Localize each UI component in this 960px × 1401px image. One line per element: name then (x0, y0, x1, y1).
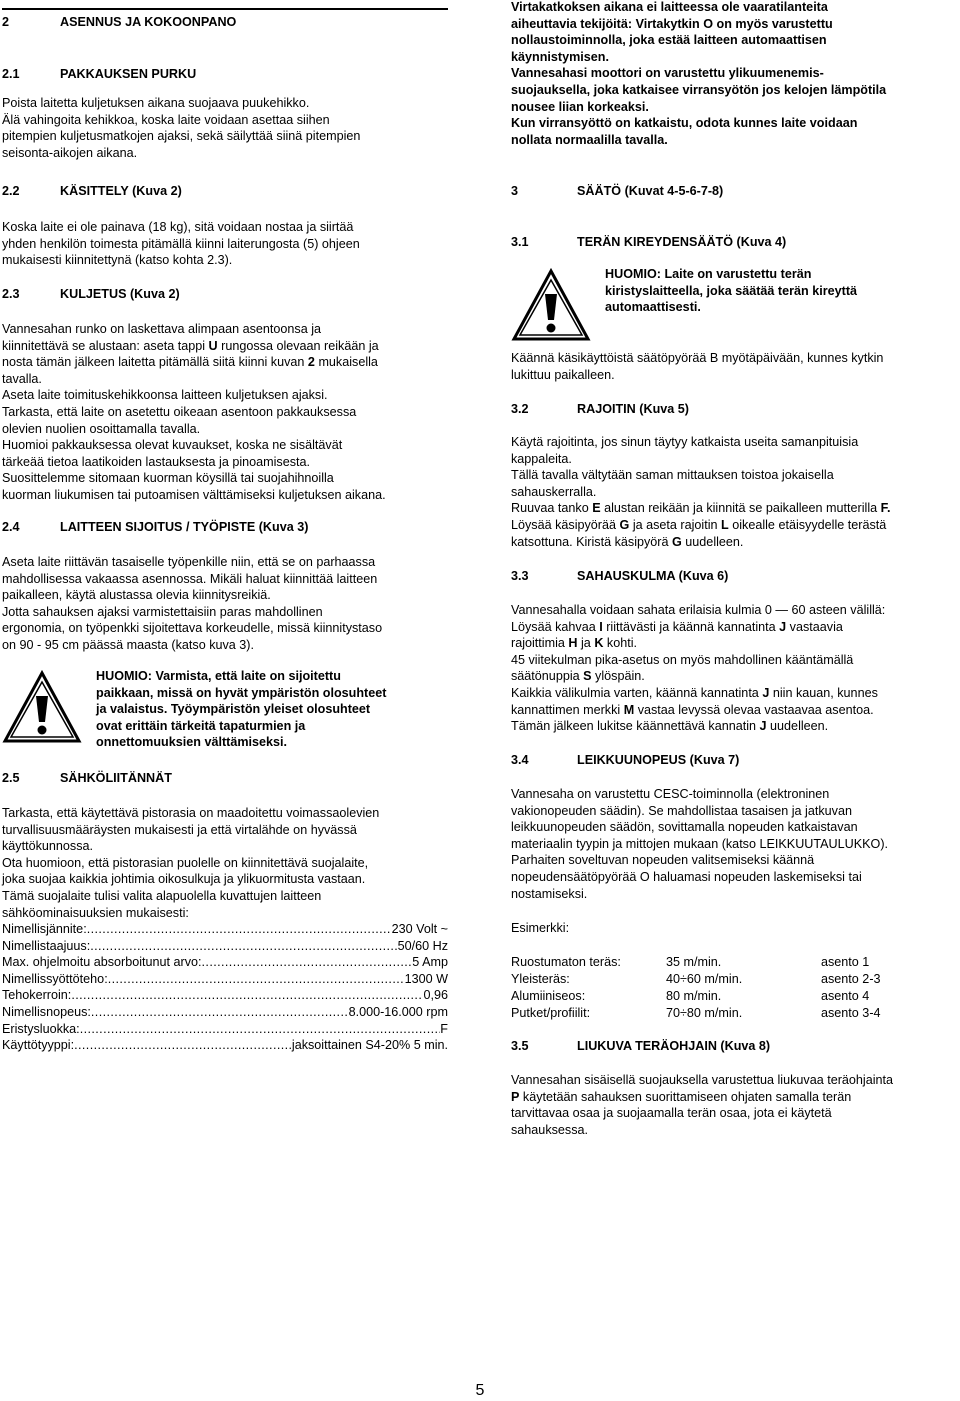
text-line: Tämä suojalaite tulisi valita alapuolella kuvattujen laitteen (2, 888, 322, 903)
heading-number: 3.3 (511, 569, 529, 583)
text-line: aiheuttavia tekijöitä: Virtakytkin O on myös varustettu (511, 16, 833, 31)
text-line: Ruuvaa tanko E alustan reikään ja kiinnitä se paikalleen mutterilla F. (511, 501, 891, 516)
table-cell: 35 m/min. (666, 955, 722, 969)
text-line: ergonomia, on työpenkki sijoitettava korkeudelle, missä kiinnitystaso (2, 621, 383, 636)
heading-3-1 (511, 234, 786, 251)
text-line: joka suojaa kaikkia johtimia oikosulkuja ja ylikuormitusta vastaan. (2, 872, 366, 887)
heading-title: ASENNUS JA KOKOONPANO (60, 15, 237, 29)
spec-value: 1300 W (404, 971, 448, 986)
heading-title: LAITTEEN SIJOITUS / TYÖPISTE (Kuva 3) (60, 520, 309, 534)
text-line: yhden henkilön toimesta pitämällä kiinni laiterungosta (5) ohjeen (2, 236, 360, 251)
section-2-4-text (2, 554, 452, 654)
warning-box-placement (2, 668, 452, 751)
table-row (511, 954, 881, 971)
heading-2-2 (2, 183, 182, 200)
text-line: Parhaiten soveltuvan nopeuden valitsemiseksi käännä (511, 853, 815, 868)
heading-title: SÄÄTÖ (Kuvat 4-5-6-7-8) (577, 184, 724, 198)
text-line: kuorman liukumisen tai putoamisen välttämiseksi kuljetuksen aikana. (2, 487, 386, 502)
text-line: Löysää kahvaa I riittävästi ja käännä kannatinta J vastaavia (511, 619, 843, 634)
spec-row (2, 1021, 448, 1038)
warning-box-blade-tension (511, 266, 959, 344)
text-line: Vannesahalla voidaan sahata erilaisia kulmia 0 — 60 asteen välillä: (511, 603, 886, 617)
table-cell: asento 1 (821, 955, 870, 969)
spec-label: Nimellisnopeus: (2, 1004, 91, 1019)
text-line: mahdollisessa vakaassa asennossa. Mikäli haluat kiinnittää laitteen (2, 571, 378, 586)
spec-row (2, 921, 448, 938)
heading-title: TERÄN KIREYDENSÄÄTÖ (Kuva 4) (577, 235, 787, 249)
text-line: mukaisesti kiinnitettynä (katso kohta 2.3). (2, 253, 233, 268)
text-line: Vannesahan runko on laskettava alimpaan asentoonsa ja (2, 322, 322, 336)
section-2-2-text (2, 219, 450, 269)
text-line: Tarkasta, että käytettävä pistorasia on maadoitettu voimassaolevien (2, 806, 380, 820)
section-2-5-text (2, 805, 452, 921)
text-line: Löysää käsipyörää G ja aseta rajoitin L oikealle etäisyydelle terästä (511, 517, 887, 532)
text-line: Vannesahasi moottori on varustettu ylikuumenemis- (511, 66, 824, 81)
text-line: onnettomuuksien välttämiseksi. (96, 735, 288, 750)
text-line: nostamiseksi. (511, 886, 588, 901)
text-line: 45 viitekulman pika-asetus on myös mahdollinen kääntämällä (511, 652, 854, 667)
spec-value: jaksoittainen S4-20% 5 min. (291, 1038, 448, 1053)
section-3-5-text (511, 1072, 959, 1138)
text-line: Tarkasta, että laite on asetettu oikeaan asentoon pakkauksessa (2, 404, 357, 419)
heading-number: 2.3 (2, 287, 20, 301)
heading-number: 2.1 (2, 67, 20, 81)
spec-label: Eristysluokka: (2, 1021, 80, 1036)
heading-number: 3.2 (511, 402, 529, 416)
text-line: tarvittavaa osaa ja suojaamalla terän osaa, jota ei käytetä (511, 1106, 832, 1121)
section-2-3-text (2, 321, 452, 504)
section-2-1-text (2, 95, 450, 161)
text-line: on 90 - 95 cm päässä maasta (katso kuva 3). (2, 637, 254, 652)
heading-number: 3.1 (511, 235, 529, 249)
heading-3-3 (511, 568, 728, 585)
text-line: Poista laitetta kuljetuksen aikana suojaava puukehikko. (2, 96, 310, 110)
heading-number: 3 (511, 184, 519, 198)
text-line: automaattisesti. (605, 300, 701, 315)
text-line: paikalleen, käytä alustassa olevia kiinnitysreikiä. (2, 588, 271, 603)
spec-row (2, 954, 448, 971)
text-line: Koska laite ei ole painava (18 kg), sitä voidaan nostaa ja siirtää (2, 220, 354, 234)
text-line: ja valaistus. Työympäristön yleiset olosuhteet (96, 702, 371, 717)
heading-number: 2 (2, 15, 10, 29)
text-line: Tällä tavalla vältytään saman mittauksen toistoa jokaisella (511, 468, 834, 483)
text-line: kannattimen merkki M vastaa levyssä olevaa vastaavaa asentoa. (511, 702, 874, 717)
spec-row (2, 1037, 448, 1054)
spec-label: Käyttötyyppi: (2, 1038, 75, 1053)
heading-3-4 (511, 752, 739, 769)
left-column (2, 0, 450, 1053)
text-line: HUOMIO: Laite on varustettu terän (605, 267, 812, 281)
text-line: Kaikkia välikulmia varten, käännä kannatinta J niin kauan, kunnes (511, 685, 878, 700)
text-line: leikkuunopeuden säädön, sovittamalla nopeuden katkaistavan (511, 820, 858, 835)
table-row (511, 971, 881, 988)
section-3-4-text (511, 786, 959, 902)
heading-title: RAJOITIN (Kuva 5) (577, 402, 689, 416)
text-line: lukittuu paikalleen. (511, 367, 615, 382)
text-line: Suosittelemme sitomaan kuorman köysillä tai suojahihnoilla (2, 471, 334, 486)
heading-number: 3.4 (511, 753, 529, 767)
table-row (511, 988, 881, 1005)
spec-row (2, 1004, 448, 1021)
table-cell: Putket/profiilit: (511, 1006, 591, 1020)
spec-label: Nimellistaajuus: (2, 938, 91, 953)
table-cell: Alumiiniseos: (511, 989, 586, 1003)
spec-value: 8.000-16.000 rpm (348, 1004, 448, 1019)
heading-2 (2, 14, 236, 31)
page-number: 5 (475, 1382, 485, 1399)
heading-number: 2.5 (2, 771, 20, 785)
text-line: nollaustoiminnolla, joka estää laitteen automaattisen (511, 33, 827, 48)
spec-row (2, 938, 448, 955)
table-cell: asento 4 (821, 989, 870, 1003)
text-line: käyttökunnossa. (2, 839, 94, 854)
text-line: pitempien kuljetusmatkojen ajaksi, sekä säilyttää siinä pitempien (2, 129, 361, 144)
text-line: nousee liian korkeaksi. (511, 99, 649, 114)
text-line: sahauksessa. (511, 1122, 589, 1137)
text-line: Vannesahan sisäisellä suojauksella varustettua liukuvaa teräohjainta (511, 1073, 894, 1087)
text-line: Älä vahingoita kehikkoa, koska laite voidaan asettaa siihen (2, 112, 330, 127)
text-line: Aseta laite toimituskehikkoonsa laitteen kuljetuksen ajaksi. (2, 388, 328, 403)
text-line: Käännä käsikäyttöistä säätöpyörää B myötäpäivään, kunnes kytkin (511, 351, 884, 365)
spec-label: Max. ohjelmoitu absorboitunut arvo: (2, 955, 202, 970)
heading-2-1 (2, 66, 196, 83)
text-line: nollata normaalilla tavalla. (511, 132, 668, 147)
text-line: Kun virransyöttö on katkaistu, odota kunnes laite voidaan (511, 116, 858, 131)
electrical-specs (2, 921, 448, 1054)
heading-2-3 (2, 286, 180, 303)
section-3-3-text (511, 602, 959, 735)
text-line: Käytä rajoitinta, jos sinun täytyy katkaista useita samanpituisia (511, 435, 859, 449)
spec-value: F (440, 1021, 448, 1036)
warning-text (96, 668, 386, 751)
spec-row (2, 971, 448, 988)
heading-3-2 (511, 401, 689, 418)
heading-title: SÄHKÖLIITÄNNÄT (60, 771, 172, 785)
text-line: paikkaan, missä on hyvät ympäristön olosuhteet (96, 685, 387, 700)
heading-title: KULJETUS (Kuva 2) (60, 287, 180, 301)
heading-title: PAKKAUKSEN PURKU (60, 67, 197, 81)
text-line: rajoittimia H ja K kohti. (511, 636, 638, 651)
power-cut-notice (511, 0, 959, 148)
top-rule (2, 8, 448, 10)
text-line: säätönuppia S ylöspäin. (511, 669, 645, 684)
table-cell: 40÷60 m/min. (666, 972, 743, 986)
warning-triangle-icon (2, 670, 82, 748)
text-line: P käytetään sahauksen suorittamiseen ohjaten samalla terän (511, 1089, 852, 1104)
spec-value: 5 Amp (412, 955, 448, 970)
table-cell: asento 3-4 (821, 1006, 881, 1020)
text-line: Vannesaha on varustettu CESC-toiminnolla (elektroninen (511, 787, 830, 801)
heading-title: KÄSITTELY (Kuva 2) (60, 184, 182, 198)
table-cell: 80 m/min. (666, 989, 722, 1003)
heading-title: LEIKKUUNOPEUS (Kuva 7) (577, 753, 740, 767)
text-line: ovat erittäin tärkeitä tapaturmien ja (96, 718, 306, 733)
text-line: kiristyslaitteella, joka säätää terän kireyttä (605, 283, 858, 298)
heading-3 (511, 183, 723, 200)
table-row (511, 1005, 881, 1022)
table-cell: Ruostumaton teräs: (511, 955, 621, 969)
heading-2-5 (2, 770, 172, 787)
text-line: Huomioi pakkauksessa olevat kuvaukset, koska ne sisältävät (2, 438, 343, 453)
spec-label: Nimellissyöttöteho: (2, 971, 108, 986)
text-line: seisonta-aikojen aikana. (2, 145, 138, 160)
text-line: Tämän jälkeen lukitse käännettävä kannatin J uudelleen. (511, 719, 829, 734)
heading-3-5 (511, 1038, 770, 1055)
text-line: kappaleita. (511, 451, 572, 466)
text-line: tavalla. (2, 371, 42, 386)
text-line: Ota huomioon, että pistorasian puolelle on kiinnitettävä suojalaite, (2, 855, 369, 870)
text-line: kiinnitettävä se alustaan: aseta tappi U rungossa olevaan reikään ja (2, 338, 379, 353)
spec-label: Nimellisjännite: (2, 922, 87, 936)
table-cell: Yleisteräs: (511, 972, 570, 986)
section-3-2-text (511, 434, 959, 550)
text-line: HUOMIO: Varmista, että laite on sijoitettu (96, 669, 341, 683)
text-line: nopeudensäätöpyörää O haluamasi nopeuden laskemiseksi tai (511, 869, 862, 884)
text-line: sahauskerralla. (511, 484, 597, 499)
spec-value: 50/60 Hz (397, 938, 448, 953)
section-3-1-text (511, 350, 959, 383)
text-line: vakionopeuden säädin). Se mahdollistaa tasaisen ja jatkuvan (511, 803, 852, 818)
heading-number: 2.2 (2, 184, 20, 198)
examples-label: Esimerkki: (511, 921, 570, 935)
heading-number: 3.5 (511, 1039, 529, 1053)
heading-2-4 (2, 519, 308, 536)
table-cell: asento 2-3 (821, 972, 881, 986)
text-line: nosta tämän jälkeen laitetta pitämällä siitä kiinni kuvan 2 mukaisella (2, 355, 378, 370)
spec-label: Tehokerroin: (2, 988, 72, 1003)
warning-triangle-icon (511, 268, 591, 344)
text-line: Jotta sahauksen ajaksi varmistettaisiin paras mahdollinen (2, 604, 323, 619)
table-cell: 70÷80 m/min. (666, 1006, 743, 1020)
text-line: suojauksella, joka katkaisee virransyötön jos kelojen lämpötila (511, 82, 887, 97)
spec-value: 0,96 (423, 988, 448, 1003)
warning-text (605, 266, 857, 316)
text-line: käynnistymisen. (511, 49, 609, 64)
text-line: olevien nuolien osoittamalla tavalla. (2, 421, 201, 436)
spec-value: 230 Volt ~ (391, 922, 448, 936)
heading-title: SAHAUSKULMA (Kuva 6) (577, 569, 729, 583)
text-line: materiaalin tyypin ja mittojen mukaan (katso LEIKKUUTAULUKKO). (511, 836, 889, 851)
text-line: turvallisuusmääräysten mukaisesti ja että virtalähde on hyvässä (2, 822, 357, 837)
text-line: sähköominaisuuksien mukaisesti: (2, 905, 189, 920)
text-line: katsottuna. Kiristä käsipyörä G uudelleen. (511, 534, 744, 549)
heading-number: 2.4 (2, 520, 20, 534)
text-line: Virtakatkoksen aikana ei laitteessa ole vaaratilanteita (511, 0, 828, 14)
speed-examples-table (511, 954, 881, 1022)
heading-title: LIUKUVA TERÄOHJAIN (Kuva 8) (577, 1039, 771, 1053)
text-line: Aseta laite riittävän tasaiselle työpenkille niin, että se on parhaassa (2, 555, 376, 569)
text-line: tärkeää tietoa laatikoiden lastauksesta ja pinoamisesta. (2, 454, 311, 469)
spec-row (2, 987, 448, 1004)
